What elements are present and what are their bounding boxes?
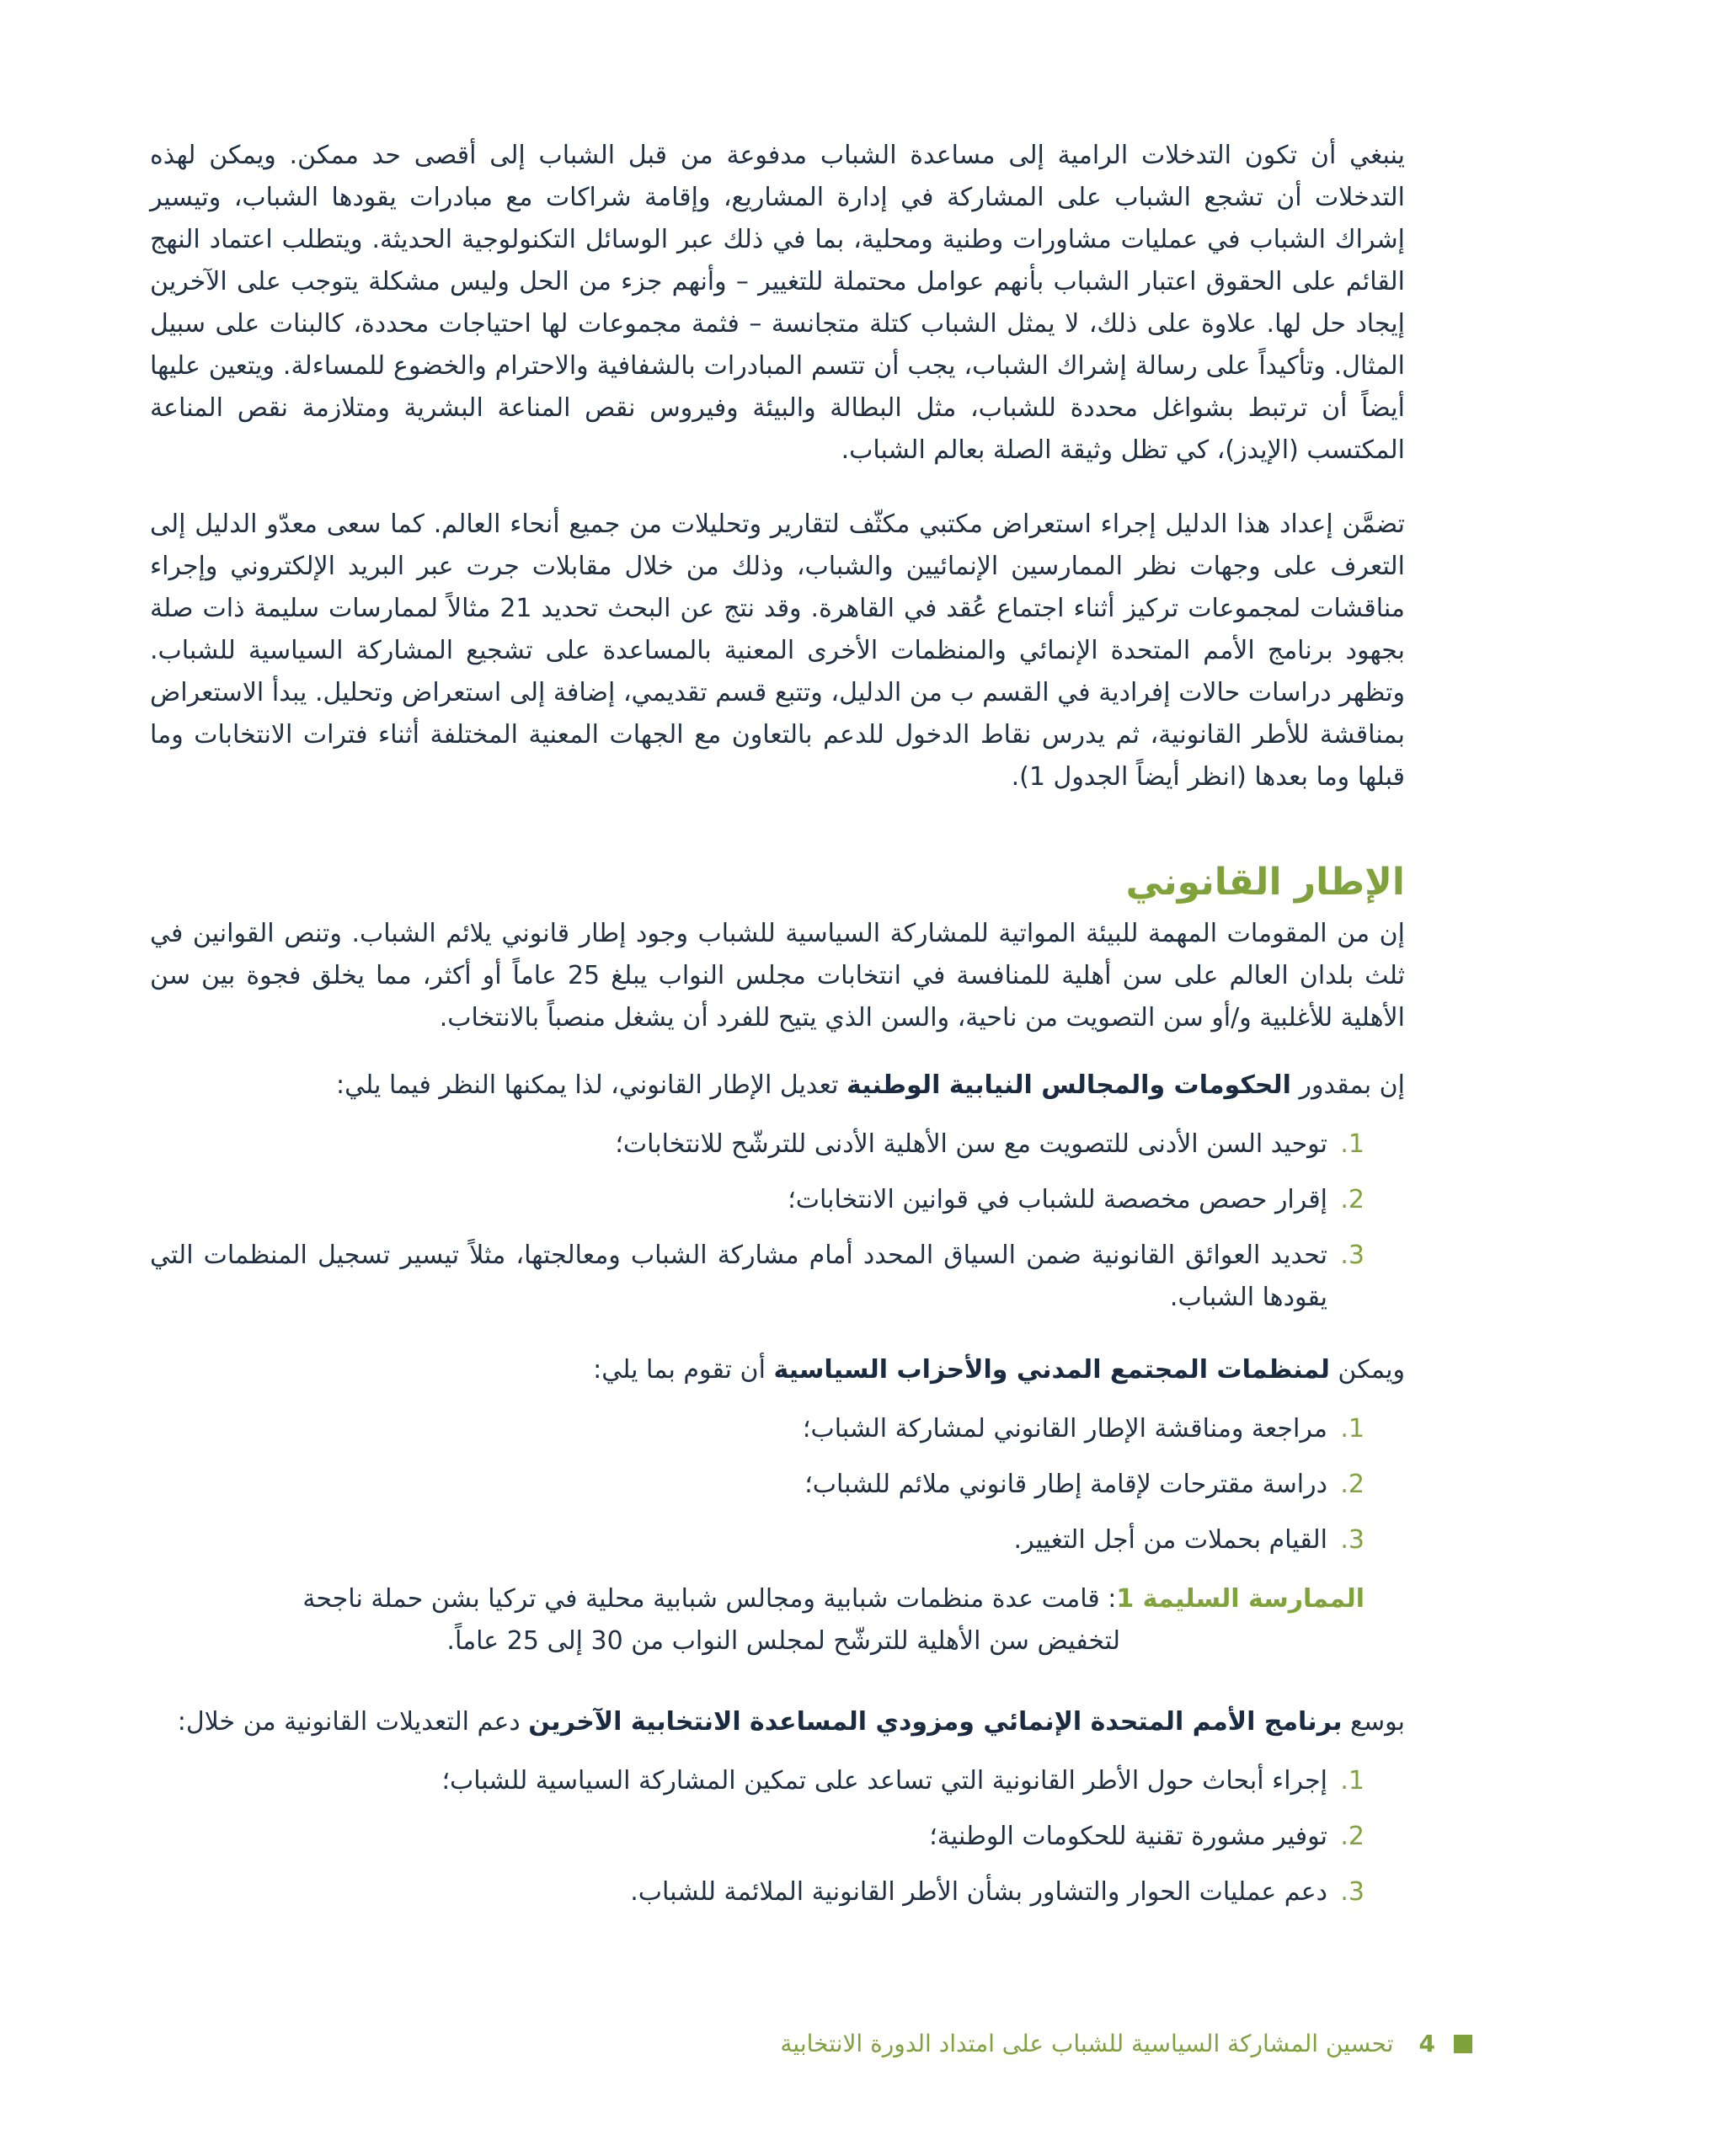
list-number: 1. [1340,1414,1365,1444]
list-number: 1. [1340,1766,1365,1796]
list-number: 2. [1340,1185,1365,1214]
list-item [150,1871,1365,1913]
list-item [150,1408,1365,1450]
good-practice-separator: : [1099,1584,1117,1614]
list-number: 3. [1340,1877,1365,1907]
list-governments [150,1123,1405,1319]
good-practice-text-line1: قامت عدة منظمات شبابية ومجالس شبابية محلية في تركيا بشن حملة ناجحة [302,1584,1100,1614]
paragraph-guide-preparation: تضمَّن إعداد هذا الدليل إجراء استعراض مكتبي مكثّف لتقارير وتحليلات من جميع أنحاء العالم. كما سعى معدّو الدليل إلى التعرف على وجهات نظر الممارسين الإنمائيين والشباب، وذلك من خلال مقابلات جرت عبر البريد الإلكتروني وإجراء مناقشات لمجموعات تركيز أثناء اجتماع عُقد في القاهرة. وقد نتج عن البحث تحديد 21 مثالاً لممارسات سليمة ذات صلة بجهود برنامج الأمم المتحدة الإنمائي والمنظمات الأخرى المعنية بالمساعدة على تشجيع المشاركة السياسية للشباب. وتظهر دراسات حالات إفرادية في القسم ب من الدليل، وتتبع قسم تقديمي، إضافة إلى استعراض وتحليل. يبدأ الاستعراض بمناقشة للأطر القانونية، ثم يدرس نقاط الدخول للدعم بالتعاون مع الجهات المعنية المختلفة أثناء فترات الانتخابات وما قبلها وما بعدها (انظر أيضاً الجدول 1). [150,510,1405,792]
list-civil-society [150,1408,1405,1561]
list-item-text: القيام بحملات من أجل التغيير. [1013,1525,1327,1555]
list-item-text: إقرار حصص مخصصة للشباب في قوانين الانتخابات؛ [788,1185,1327,1214]
list-item [150,1179,1365,1221]
intro-post: دعم التعديلات القانونية من خلال: [177,1707,529,1737]
list-item-text: توفير مشورة تقنية للحكومات الوطنية؛ [929,1822,1327,1851]
list-number: 2. [1340,1822,1365,1851]
intro-bold: برنامج الأمم المتحدة الإنمائي ومزودي المساعدة الانتخابية الآخرين [528,1707,1343,1737]
intro-pre: ويمكن [1329,1355,1405,1385]
list-item-text: توحيد السن الأدنى للتصويت مع سن الأهلية الأدنى للترشّح للانتخابات؛ [615,1129,1327,1159]
list-item-text: إجراء أبحاث حول الأطر القانونية التي تساعد على تمكين المشاركة السياسية للشباب؛ [441,1766,1327,1796]
good-practice-note [150,1578,1365,1662]
intro-bold: لمنظمات المجتمع المدني والأحزاب السياسية [773,1355,1330,1385]
list-number: 2. [1340,1470,1365,1499]
paragraph-youth-interventions: ينبغي أن تكون التدخلات الرامية إلى مساعدة الشباب مدفوعة من قبل الشباب إلى أقصى حد ممكن. ويمكن لهذه التدخلات أن تشجع الشباب على المشاركة في إدارة المشاريع، وإقامة شراكات مع مبادرات يقودها الشباب، وتيسير إشراك الشباب في عمليات مشاورات وطنية ومحلية، بما في ذلك عبر الوسائل التكنولوجية الحديثة. ويتطلب اعتماد النهج القائم على الحقوق اعتبار الشباب بأنهم عوامل محتملة للتغيير – وأنهم جزء من الحل وليس مشكلة يتوجب على الآخرين إيجاد حل لها. علاوة على ذلك، لا يمثل الشباب كتلة متجانسة – فثمة مجموعات لها احتياجات محددة، كالبنات على سبيل المثال. وتأكيداً على رسالة إشراك الشباب، يجب أن تتسم المبادرات بالشفافية والاحترام والخضوع للمساءلة. ويتعين عليها أيضاً أن ترتبط بشواغل محددة للشباب، مثل البطالة والبيئة وفيروس نقص المناعة البشرية ومتلازمة نقص المناعة المكتسب (الإيدز)، كي تظل وثيقة الصلة بعالم الشباب. [150,141,1405,465]
page-content [150,135,1405,1944]
list-item [150,1816,1365,1858]
intro-post: تعديل الإطار القانوني، لذا يمكنها النظر فيما يلي: [336,1070,847,1100]
list-item-text: مراجعة ومناقشة الإطار القانوني لمشاركة الشباب؛ [802,1414,1327,1444]
list-item [150,1235,1365,1319]
list-item-text: دراسة مقترحات لإقامة إطار قانوني ملائم للشباب؛ [804,1470,1327,1499]
intro-post: أن تقوم بما يلي: [593,1355,774,1385]
footer-title: تحسين المشاركة السياسية للشباب على امتداد الدورة الانتخابية [780,2030,1394,2057]
intro-pre: بوسع [1342,1707,1405,1737]
section-title: الإطار القانوني [1125,861,1405,904]
good-practice-text-line2: لتخفيض سن الأهلية للترشّح لمجلس النواب من 30 إلى 25 عاماً. [446,1626,1120,1656]
group-intro-undp [150,1701,1405,1743]
list-item [150,1464,1365,1506]
page-footer [780,2030,1472,2057]
good-practice-label: الممارسة السليمة 1 [1116,1584,1365,1614]
list-item-text: دعم عمليات الحوار والتشاور بشأن الأطر القانونية الملائمة للشباب. [630,1877,1327,1907]
page-number: 4 [1418,2030,1435,2057]
list-number: 1. [1340,1129,1365,1159]
list-item [150,1760,1365,1802]
list-item-text: تحديد العوائق القانونية ضمن السياق المحدد أمام مشاركة الشباب ومعالجتها، مثلاً تيسير تسجيل المنظمات التي يقودها الشباب. [150,1241,1327,1312]
list-item [150,1123,1365,1166]
group-intro-governments [150,1065,1405,1107]
list-number: 3. [1340,1241,1365,1270]
list-undp [150,1760,1405,1913]
section-intro: إن من المقومات المهمة للبيئة المواتية للمشاركة السياسية للشباب وجود إطار قانوني يلائم الشباب. وتنص القوانين في ثلث بلدان العالم على سن أهلية للمنافسة في انتخابات مجلس النواب يبلغ 25 عاماً أو أكثر، مما يخلق فجوة بين سن الأهلية للأغلبية و/أو سن التصويت من ناحية، والسن الذي يتيح للفرد أن يشغل منصباً بالانتخاب. [150,919,1406,1033]
list-item [150,1519,1365,1561]
list-number: 3. [1340,1525,1365,1555]
square-bullet-icon [1454,2035,1472,2053]
intro-bold: الحكومات والمجالس النيابية الوطنية [846,1070,1291,1100]
group-intro-civil-society [150,1349,1405,1391]
intro-pre: إن بمقدور [1290,1070,1405,1100]
